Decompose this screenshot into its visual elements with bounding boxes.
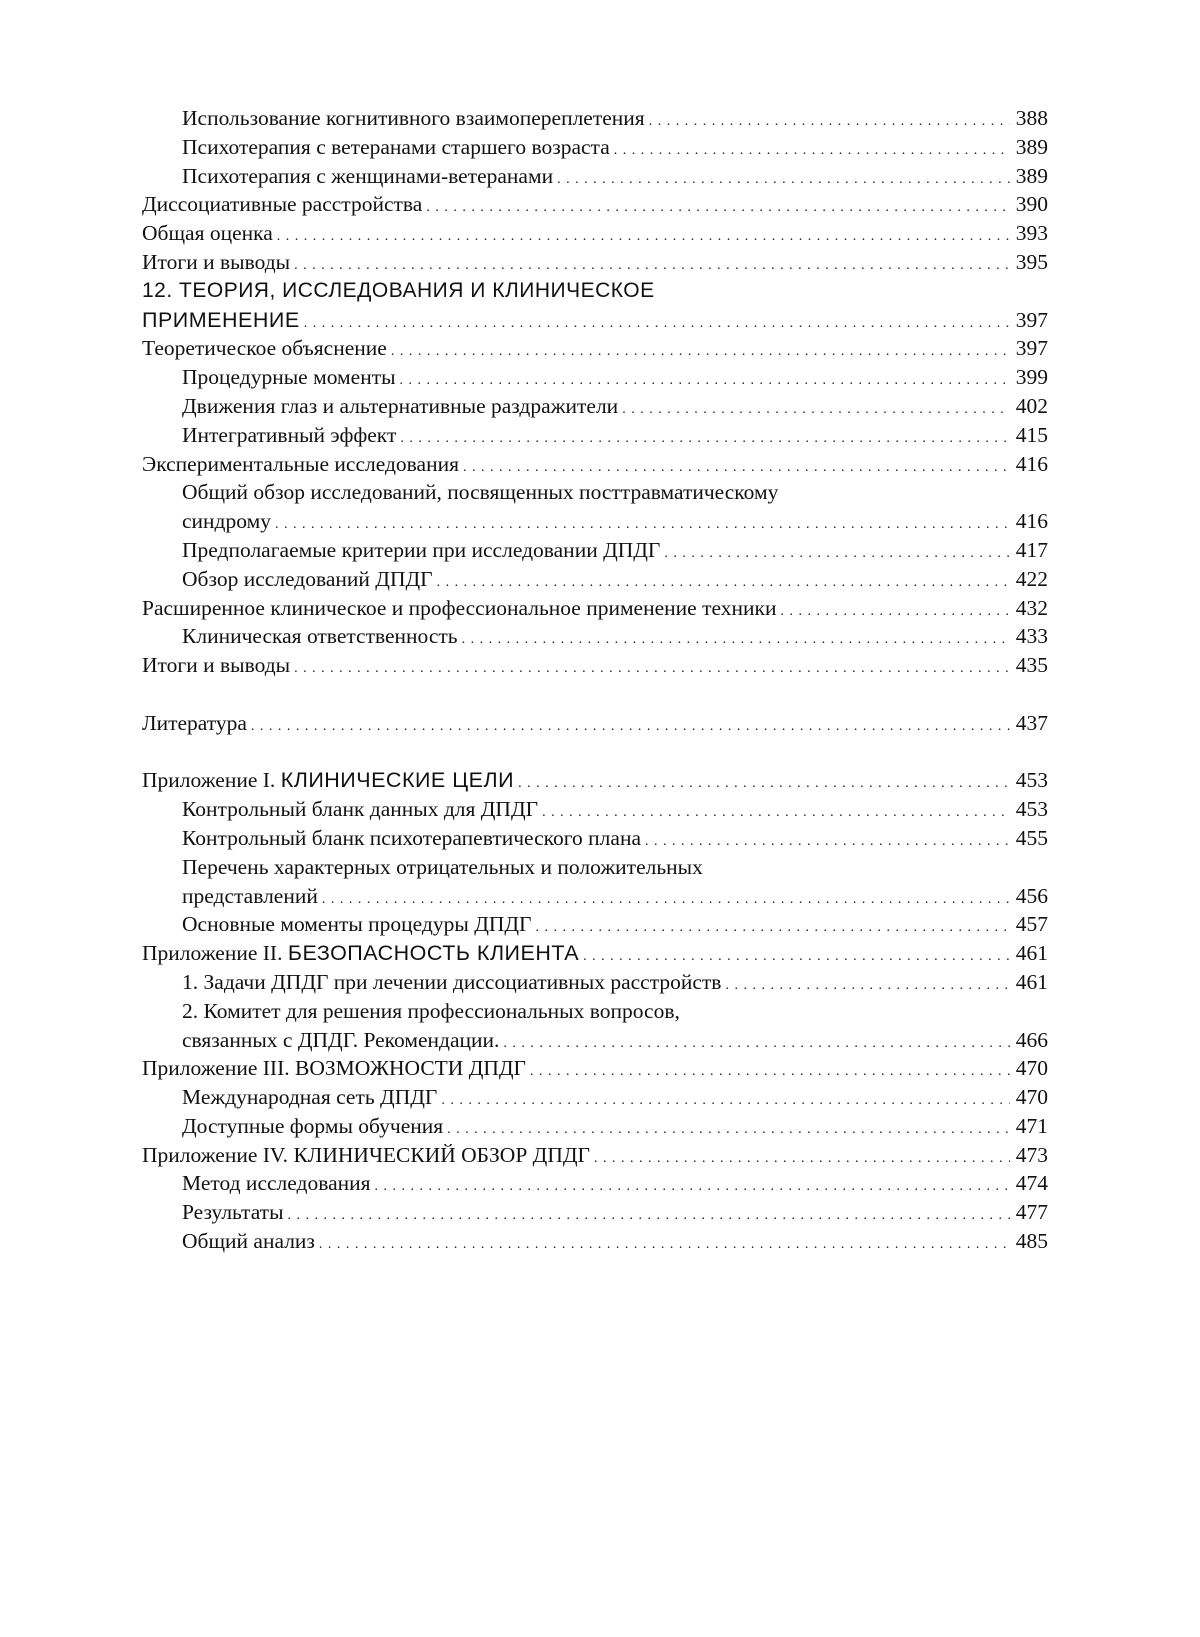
toc-entry-title: Итоги и выводы [142, 249, 291, 274]
toc-entry [142, 622, 1048, 651]
toc-entry [142, 104, 1048, 133]
toc-page-number: 390 [1015, 192, 1048, 217]
section-gap [142, 738, 1048, 767]
toc-page-number: 453 [1015, 768, 1048, 793]
dot-leader [288, 1202, 1010, 1231]
appendix-title: КЛИНИЧЕСКИЕ ЦЕЛИ [280, 768, 515, 793]
toc-entry [142, 594, 1048, 623]
dot-leader [535, 914, 1010, 943]
toc-entry-title: Перечень характерных отрицательных и положительных [182, 854, 703, 879]
toc-entry [142, 334, 1048, 363]
dot-leader [319, 1231, 1010, 1260]
toc-entry-title: 2. Комитет для решения профессиональных вопросов, [182, 998, 680, 1023]
toc-entry-title: Метод исследования [182, 1171, 371, 1196]
toc-entry-title: Психотерапия с женщинами-ветеранами [182, 163, 554, 188]
toc-entry [142, 1083, 1048, 1112]
dot-leader [400, 425, 1010, 454]
toc-entry [142, 651, 1048, 680]
toc-entry-title: Расширенное клиническое и профессиональное применение техники [142, 595, 777, 620]
toc-page-number: 397 [1015, 307, 1048, 332]
toc-entry [142, 219, 1048, 248]
appendix-title-group [142, 939, 579, 968]
dot-leader [518, 770, 1010, 799]
toc-entry [142, 1112, 1048, 1141]
toc-page-number: 393 [1015, 221, 1048, 246]
toc-entry-title: Диссоциативные расстройства [142, 192, 423, 217]
toc-entry-title: Психотерапия с ветеранами старшего возраста [182, 134, 610, 159]
dot-leader [462, 626, 1010, 655]
toc-entry [142, 1169, 1048, 1198]
table-of-contents [142, 104, 1048, 1256]
toc-entry [142, 1227, 1048, 1256]
appendix-title-group [142, 1141, 590, 1170]
toc-page-number: 389 [1015, 134, 1048, 159]
dot-leader [391, 338, 1010, 367]
toc-entry [142, 565, 1048, 594]
appendix-title-group [142, 1054, 526, 1083]
dot-leader [503, 1030, 1010, 1059]
dot-leader [277, 223, 1010, 252]
dot-leader [622, 396, 1010, 425]
toc-entry-title: 1. Задачи ДПДГ при лечении диссоциативных расстройств [182, 969, 722, 994]
toc-page-number: 395 [1015, 249, 1048, 274]
dot-leader [557, 166, 1010, 195]
toc-appendix-entry [142, 939, 1048, 968]
toc-entry [142, 536, 1048, 565]
toc-page-number: 433 [1015, 624, 1048, 649]
toc-entry-title: Доступные формы обучения [182, 1113, 444, 1138]
appendix-prefix: Приложение II. [142, 941, 283, 966]
appendix-title: ВОЗМОЖНОСТИ ДПДГ [295, 1056, 526, 1081]
appendix-title: БЕЗОПАСНОСТЬ КЛИЕНТА [287, 941, 580, 966]
appendix-prefix: Приложение III. [142, 1056, 290, 1081]
toc-entry-title: синдрому [182, 509, 271, 534]
toc-entry [142, 363, 1048, 392]
dot-leader [664, 540, 1010, 569]
toc-entry-title: Движения глаз и альтернативные раздражители [182, 393, 619, 418]
toc-entry [142, 1026, 1048, 1055]
toc-appendix-entry [142, 1141, 1048, 1170]
toc-entry-title: представлений [182, 883, 318, 908]
toc-page-number: 473 [1015, 1142, 1048, 1167]
toc-entry [142, 190, 1048, 219]
toc-page-number: 470 [1015, 1056, 1048, 1081]
toc-entry [142, 162, 1048, 191]
chapter-heading-line1: 12. ТЕОРИЯ, ИССЛЕДОВАНИЯ И КЛИНИЧЕСКОЕ [142, 278, 655, 302]
toc-page-number: 456 [1015, 883, 1048, 908]
toc-page-number: 471 [1015, 1113, 1048, 1138]
toc-page-number: 399 [1015, 365, 1048, 390]
dot-leader [614, 137, 1010, 166]
toc-page-number: 485 [1015, 1229, 1048, 1254]
appendix-title-group [142, 766, 514, 795]
appendix-prefix: Приложение I. [142, 768, 276, 793]
dot-leader [304, 310, 1010, 339]
toc-entry-wrapped-line1 [142, 853, 1048, 882]
toc-entry-wrapped-line1 [142, 997, 1048, 1026]
toc-entry-title: Обзор исследований ДПДГ [182, 566, 433, 591]
dot-leader [649, 108, 1010, 137]
toc-entry [142, 910, 1048, 939]
toc-entry-title: Итоги и выводы [142, 653, 291, 678]
dot-leader [530, 1058, 1010, 1087]
toc-entry-title: Процедурные моменты [182, 365, 396, 390]
toc-page-number: 466 [1015, 1027, 1048, 1052]
toc-page-number: 417 [1015, 537, 1048, 562]
toc-page-number: 389 [1015, 163, 1048, 188]
toc-page-number: 402 [1015, 393, 1048, 418]
toc-page-number: 470 [1015, 1085, 1048, 1110]
toc-page-number: 388 [1015, 106, 1048, 130]
toc-entry-title: Клиническая ответственность [182, 624, 458, 649]
toc-page-number: 453 [1015, 797, 1048, 822]
toc-entry [142, 248, 1048, 277]
toc-entry-title: Общая оценка [142, 221, 273, 246]
toc-entry-title: Интегративный эффект [182, 422, 397, 447]
toc-appendix-entry [142, 766, 1048, 795]
toc-entry-wrapped-line1 [142, 478, 1048, 507]
dot-leader [780, 598, 1010, 627]
toc-entry [142, 507, 1048, 536]
toc-entry [142, 824, 1048, 853]
toc-entry [142, 709, 1048, 738]
toc-entry-title: Основные моменты процедуры ДПДГ [182, 912, 532, 937]
dot-leader [251, 713, 1010, 742]
toc-entry [142, 1198, 1048, 1227]
toc-page-number: 437 [1015, 710, 1048, 735]
toc-entry-title: Контрольный бланк психотерапевтического плана [182, 825, 642, 850]
toc-page-number: 455 [1015, 825, 1048, 850]
toc-entry [142, 882, 1048, 911]
toc-page-number: 474 [1015, 1171, 1048, 1196]
dot-leader [294, 655, 1010, 684]
dot-leader [725, 972, 1010, 1001]
dot-leader [375, 1173, 1010, 1202]
toc-entry-title: Результаты [182, 1200, 284, 1225]
appendix-title: КЛИНИЧЕСКИЙ ОБЗОР ДПДГ [293, 1142, 590, 1167]
section-gap [142, 680, 1048, 709]
toc-page-number: 477 [1015, 1200, 1048, 1225]
toc-page-number: 461 [1015, 941, 1048, 966]
toc-page-number: 457 [1015, 912, 1048, 937]
toc-appendix-entry [142, 1054, 1048, 1083]
appendix-prefix: Приложение IV. [142, 1142, 289, 1167]
toc-entry-title: Общий анализ [182, 1229, 315, 1254]
toc-entry-title: Предполагаемые критерии при исследовании ДПДГ [182, 537, 661, 562]
toc-entry-title: Теоретическое объяснение [142, 336, 387, 361]
toc-entry [142, 795, 1048, 824]
toc-entry [142, 421, 1048, 450]
toc-entry-title: Общий обзор исследований, посвященных посттравматическому [182, 480, 779, 505]
toc-entry-title: Контрольный бланк данных для ДПДГ [182, 797, 539, 822]
toc-page-number: 435 [1015, 653, 1048, 678]
toc-page-number: 416 [1015, 509, 1048, 534]
toc-page-number: 415 [1015, 422, 1048, 447]
toc-page-number: 432 [1015, 595, 1048, 620]
toc-entry-title: Литература [142, 710, 247, 735]
toc-entry [142, 450, 1048, 479]
chapter-heading-line2: ПРИМЕНЕНИЕ [142, 307, 300, 332]
toc-page-number: 416 [1015, 451, 1048, 476]
dot-leader [426, 194, 1010, 223]
toc-page-number: 397 [1015, 336, 1048, 361]
toc-entry [142, 392, 1048, 421]
dot-leader [594, 1145, 1010, 1174]
toc-entry-title: Использование когнитивного взаимопереплетения [182, 106, 645, 130]
toc-page-number: 461 [1015, 969, 1048, 994]
toc-entry-title: связанных с ДПДГ. Рекомендации. [182, 1027, 500, 1052]
toc-entry-title: Экспериментальные исследования [142, 451, 459, 476]
toc-entry [142, 133, 1048, 162]
dot-leader [441, 1087, 1010, 1116]
toc-page-number: 422 [1015, 566, 1048, 591]
toc-entry-title: Международная сеть ДПДГ [182, 1085, 438, 1110]
toc-entry [142, 968, 1048, 997]
toc-entry [142, 306, 1048, 335]
